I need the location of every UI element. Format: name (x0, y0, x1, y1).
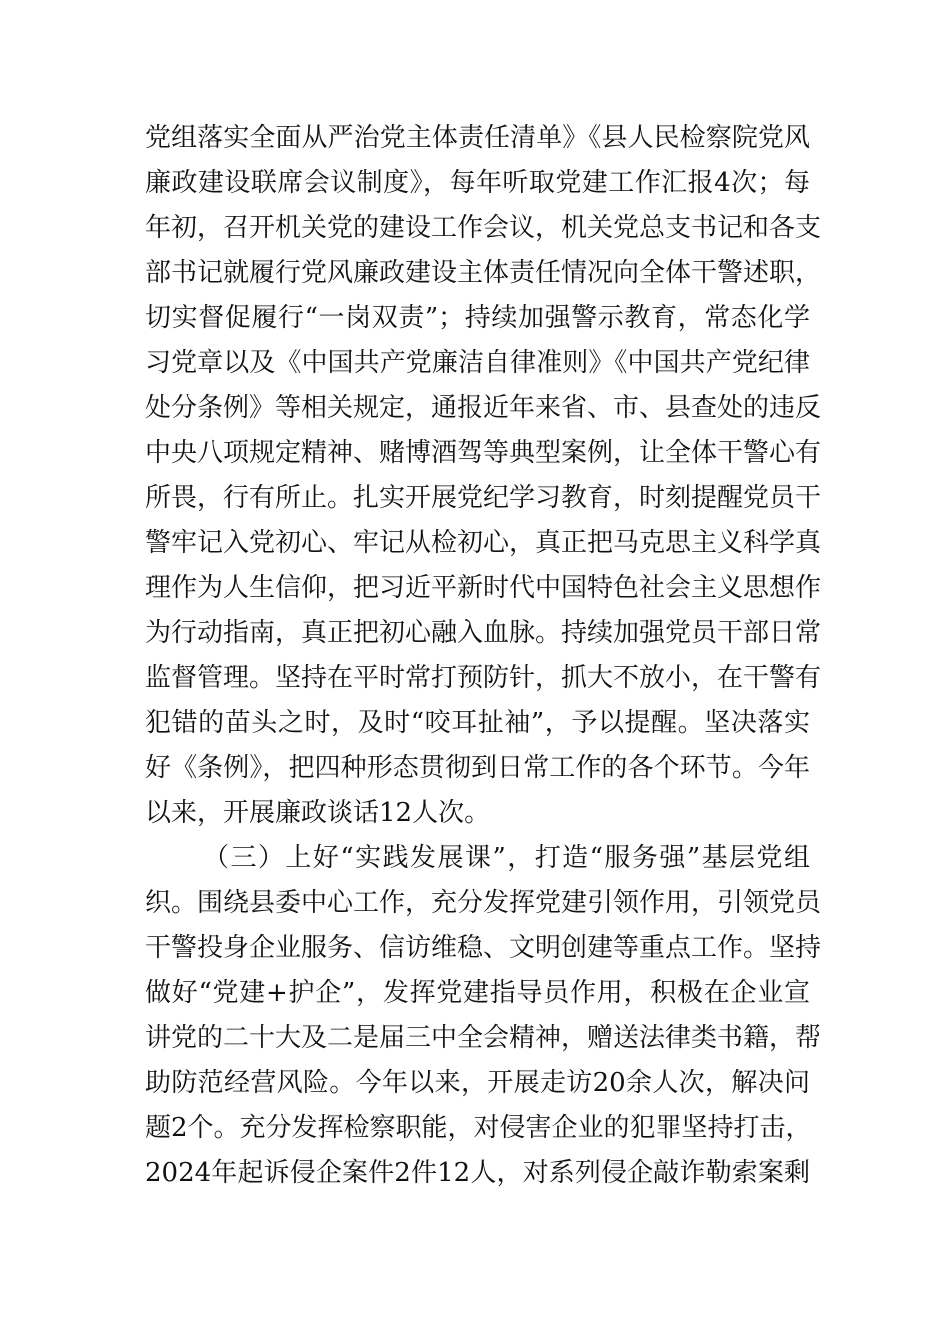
text-line: 党组落实全面从严治党主体责任清单》《县人民检察院党风 (145, 123, 810, 153)
text-line: 助防范经营风险。今年以来，开展走访20余人次，解决问 (145, 1068, 810, 1098)
section-heading-line: （三）上好“实践发展课”，打造“服务强”基层党组 (203, 843, 810, 873)
text-line: 织。围绕县委中心工作，充分发挥党建引领作用，引领党员 (145, 888, 822, 918)
text-line: 干警投身企业服务、信访维稳、文明创建等重点工作。坚持 (145, 933, 822, 963)
text-line: 所畏，行有所止。扎实开展党纪学习教育，时刻提醒党员干 (145, 483, 822, 513)
text-line: 题2个。充分发挥检察职能，对侵害企业的犯罪坚持打击， (145, 1113, 812, 1143)
text-line: 做好“党建+护企”，发挥党建指导员作用，积极在企业宣 (145, 978, 810, 1008)
text-line: 讲党的二十大及二是届三中全会精神，赠送法律类书籍，帮 (145, 1023, 822, 1053)
text-line: 为行动指南，真正把初心融入血脉。持续加强党员干部日常 (145, 618, 822, 648)
text-line: 理作为人生信仰，把习近平新时代中国特色社会主义思想作 (145, 573, 822, 603)
text-line: 中央八项规定精神、赌博酒驾等典型案例，让全体干警心有 (145, 438, 822, 468)
text-line: 年初，召开机关党的建设工作会议，机关党总支书记和各支 (145, 213, 822, 243)
text-line: 监督管理。坚持在平时常打预防针，抓大不放小，在干警有 (145, 663, 822, 693)
text-line: 以来，开展廉政谈话12人次。 (145, 798, 491, 828)
text-line: 2024年起诉侵企案件2件12人，对系列侵企敲诈勒索案剩 (145, 1158, 810, 1188)
text-line: 习党章以及《中国共产党廉洁自律准则》《中国共产党纪律 (145, 348, 810, 378)
text-line: 处分条例》等相关规定，通报近年来省、市、县查处的违反 (145, 393, 822, 423)
text-line: 好《条例》，把四种形态贯彻到日常工作的各个环节。今年 (145, 753, 810, 783)
text-line: 警牢记入党初心、牢记从检初心，真正把马克思主义科学真 (145, 528, 822, 558)
text-line: 廉政建设联席会议制度》，每年听取党建工作汇报4次；每 (145, 168, 810, 198)
text-line: 犯错的苗头之时，及时“咬耳扯袖”，予以提醒。坚决落实 (145, 708, 810, 738)
body-text (145, 116, 822, 1196)
text-line: 部书记就履行党风廉政建设主体责任情况向全体干警述职， (145, 258, 822, 288)
text-line: 切实督促履行“一岗双责”；持续加强警示教育，常态化学 (145, 303, 810, 333)
